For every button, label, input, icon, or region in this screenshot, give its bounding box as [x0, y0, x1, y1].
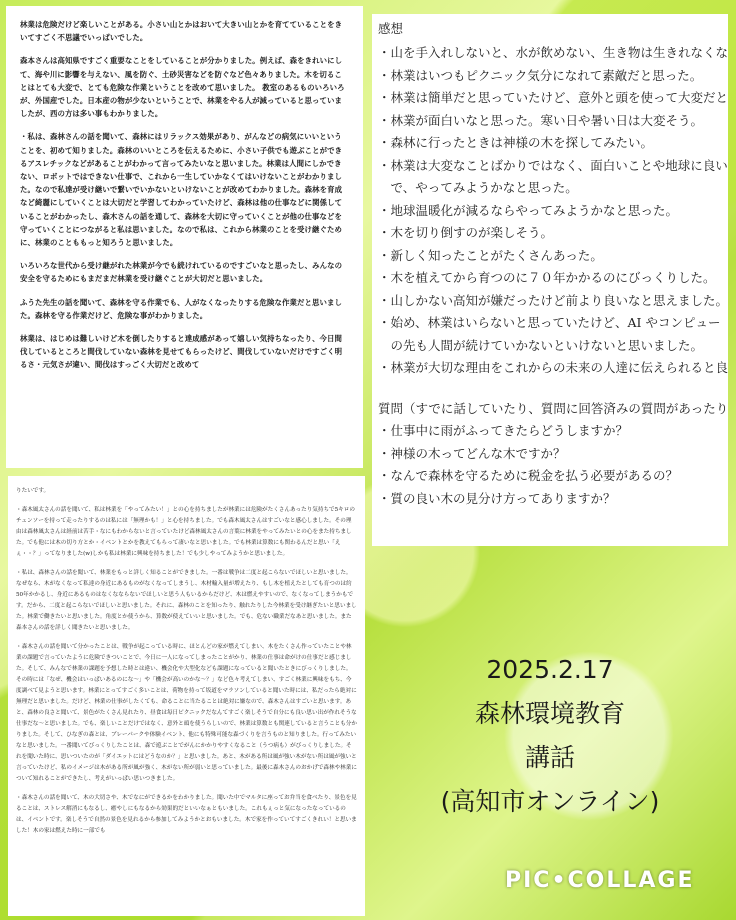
essay-paragraph: いろいろな世代から受け継がれた林業が今でも続けれているのですごいなと思ったし、みんなの安全を守るためにもまだまだ林業を受け継ぐことが大切だと思いました。: [20, 261, 343, 284]
impression-item: ・木を植えてから育つのに７０年かかるのにびっくりした。: [378, 270, 716, 285]
essay-paragraph: ・私は、森林さんの話を聞いて、林業をもっと詳しく知ることができました。一番は戦争は二度と起こらないでほしいと思いました。なぜなら、木がなくなって私達の身近にあるものがなくなってしまうし、木材輸入量が増えたり、もし木を植えたとしても育つのは約50年かかるし、身近にあるものはなくなならないでほしいと思う人もいるからだけど、木は燃えやすいので、なくなってしまうかもです。だから、二度と起こらないでほしいと思いました。それに、森林のことを知ったり、触れたりした今林業を受け継ぎたいと思いました。林業で働きたいと思いました。角度とか使うから、算数が使えていいと思いました。でも、危ない職業だなあと思いました。また森本さんの話を詳しく聞きたいと思いました。: [16, 570, 357, 631]
pic-collage-watermark: PIC•COLLAGE: [505, 868, 695, 893]
impression-item: ・林業が面白いなと思った。寒い日や暑い日は大変そう。: [378, 112, 704, 128]
essay-paragraph: ふうた先生の話を聞いて、森林を守る作業でも、人がなくなったりする危険な作業だと思いました。森林を守る作業だけど、危険な事がわかりました。: [20, 297, 342, 320]
impression-item: ・山を手入れしないと、水が飲めない、生き物は生きれなくな: [378, 45, 728, 60]
question-item: ・神様の木ってどんな木ですか？: [378, 445, 566, 461]
impressions-panel: [372, 14, 728, 546]
event-title-block: [400, 648, 700, 824]
impression-item: ・新しく知ったことがたくさんあった。: [378, 247, 603, 263]
essay-paragraph: ・森木風太さんの話を聞いて、私は林業を「やってみたい！」との心を持ちましたが林業には危険がたくさんあったり気持ちで5キロのチェンソーを持って走ったりするのは私には「無理かも！」と心を持ちました。でも森木風太さんはすごいなと感心しました。その理由は森林風太さんは経前は苦手・なにもわからないと言っていたけど森林風太さんの言葉に林業をやってみたいとの心をまた持ちました。でも他には木の切り方とか・イベントとかを教えてもらって凄いなと思いました。でも林業は算数にも関わるんだと思い「えぇ・・？」ってなりました(w)しかも私は林業に興味を持ちました！でも少しやってみようかと思いました。: [16, 507, 355, 557]
event-type: 講話: [524, 743, 575, 772]
impression-item: ・森林に行ったときは神様の木を探してみたい。: [378, 135, 654, 150]
question-item: ・質の良い木の見分け方ってありますか？: [378, 490, 616, 506]
essay-paragraph: ・森木さんの話を聞いて分かったことは、戦争が起こっている時に、ほとんどの家が燃えてしまい、木をたくさん作っていたことや林業の課題で言っていたように危険できついことで、今日に一人になってしまったことがかり、林業の仕事は命がけの仕事だと感じました。そして、みんなで林業の課題を予想した時とは違い、機会化や大型化なども課題になっていると聞いたときにびっくりしました。その時には「なぜ、機会はいっぱいあるのにな〜」や「機会が高いのかな〜？」など色々考えてしまい、すごく林業に興味をもち、今度調べて見ようと思います。林業にとってすごく多いことは、荷物を持って坂道をマラソンしていると聞いた時には、私だったら絶対に無理だと思いました。だけど、林業の仕事がしたくても、命ることに当たることは絶対に嫌なので、森木さんはすごいと思います。あと、森林の良さと聞いて、景色がたくさん見れたり、昼食は毎日ピクニックだなんてすごく楽しそうで自分にも良い思い出が作れそうな仕事だな〜と思いました。でも、楽しいことだけではなく、意外と頭を使うらしいので、林業は算数とも関連していると言うことも分かりました。そして、ひなぎの森とは、ブレーパークや体験イベント、他にも特殊可能な森づくりを言うものと知りました。行ってみたいなと思いました。一番聞いてびっくりしたことは、森で遊ぶことでがんにかかりやすくなること（うつ病も）がびっくりしました。それを聞いた時に、思いついたのが「ダイエットにはどうなのか？」と思いました。あと、木がある所は風が強い木がない所は風が強いと言っていたけど、私のイメージは木がある所が風が強く、木がない所が弱いと思っていました。最後に森木さんのおかげで森林や林業について知れることができたし、考えがいっぱい思いつきました。: [16, 644, 357, 782]
impression-item: ・山しかない高知が嫌だったけど前より良いなと思えました。: [378, 292, 728, 308]
essay-paragraph: 林業は、はじめは難しいけど木を倒したりすると達成感があって嬉しい気持ちなったり、今日間伐しているところと間伐していない森林を見せてもらったけど、間伐していないだけですごく明るさ・元気さが違い、間伐はすっごく大切だと改めて: [20, 334, 343, 370]
essay-panel-left-top: [6, 6, 363, 468]
essay-paragraph: りたいです。: [16, 488, 50, 494]
impressions-heading: 感想: [378, 21, 404, 36]
impression-item: で、やってみようかなと思った。: [378, 180, 578, 195]
essay-paragraph: 森本さんは高知県ですごく重要なことをしていることが分かりました。例えば、森をきれいにして、海や川に影響を与えない、風を防ぐ、土砂災害などを防ぐなど色々ありました。木を切ることはとても大変で、とても危険な作業ということを改めて思いました。 教室のあるものいろいろが、外国産でした。日本産の物が少ないということで、林業をやる人が減っていると思っていましたが、西の方は多い事もわかりました。: [20, 56, 345, 119]
impression-item: ・林業は簡単だと思っていたけど、意外と頭を使って大変だと: [378, 90, 728, 105]
impression-item: ・林業は大変なことばかりではなく、面白いことや地球に良い: [378, 157, 728, 173]
essay-paragraph: ・私は、森林さんの話を聞いて、森林にはリラックス効果があり、がんなどの病気にいいということを、初めて知りました。森林のいいところを伝えるために、小さい子供でも遊ぶことができるアスレチックなどがあることがわかって言ってみたいなと思いました。林業は人間にしかできない、ロボットではできない仕事で、これから一生していかなくてはいけないことがわかりました。なので私達が受け継いで繋いでいかないといけないことが改めてわかりました。森林を育成など綺麗にしていくことは大切だと学習してわかっていたけど、森林は他の仕事などに関係していることがわかったし、森木さんの話を通して、森林を大切に守っていくことが他の仕事などを守っていくことにつながると私は思いました。なので私は、これから林業のことを受け継ぐために、林業のことももっと知ろうと思いました。: [20, 132, 343, 248]
event-date: 2025.2.17: [486, 655, 614, 684]
event-location: (高知市オンライン): [440, 787, 660, 816]
impression-item: ・始め、林業はいらないと思っていたけど、AI やコンピュー: [378, 315, 721, 330]
question-item: ・なんで森林を守るために税金を払う必要があるの？: [378, 468, 679, 483]
impression-item: の先も人間が続けていかないといけないと思いました。: [378, 337, 704, 353]
event-name: 森林環境教育: [474, 699, 625, 728]
questions-heading: 質問（すでに話していたり、質問に回答済みの質問があったり: [378, 400, 728, 416]
impression-item: ・林業が大切な理由をこれからの未来の人達に伝えられると良: [378, 360, 728, 375]
impression-item: ・地球温暖化が減るならやってみようかなと思った。: [378, 202, 679, 218]
essay-paragraph: 林業は危険だけど楽しいことがある。小さい山とかはおいて大きい山とかを育てていることをきいてすごく不思議でいっぱいでした。: [20, 20, 343, 43]
essay-panel-left-bottom: [8, 476, 365, 916]
essay-paragraph: ・森木さんの話を聞いて、木の大切さや、木でなにができるかをわかりました。聞いた中でマルタに座ってお弁当を食べたり、景色を見ることは、ストレス解消にもなるし、癒やしにもなるから効果的だといいなぁともいました。これもぇっと気になったなっているのは、イベントです。楽しそうで自然の景色を見れるから参加してみようかとおもいました。木で家を作っていてすごくきれい！と思いました！木の家は燃えた時に一部でも: [16, 795, 357, 834]
impression-item: ・木を切り倒すのが楽しそう。: [378, 225, 554, 240]
impression-item: ・林業はいつもピクニック気分になれて素敵だと思った。: [378, 67, 703, 83]
question-item: ・仕事中に雨がふってきたらどうしますか？: [378, 423, 629, 438]
